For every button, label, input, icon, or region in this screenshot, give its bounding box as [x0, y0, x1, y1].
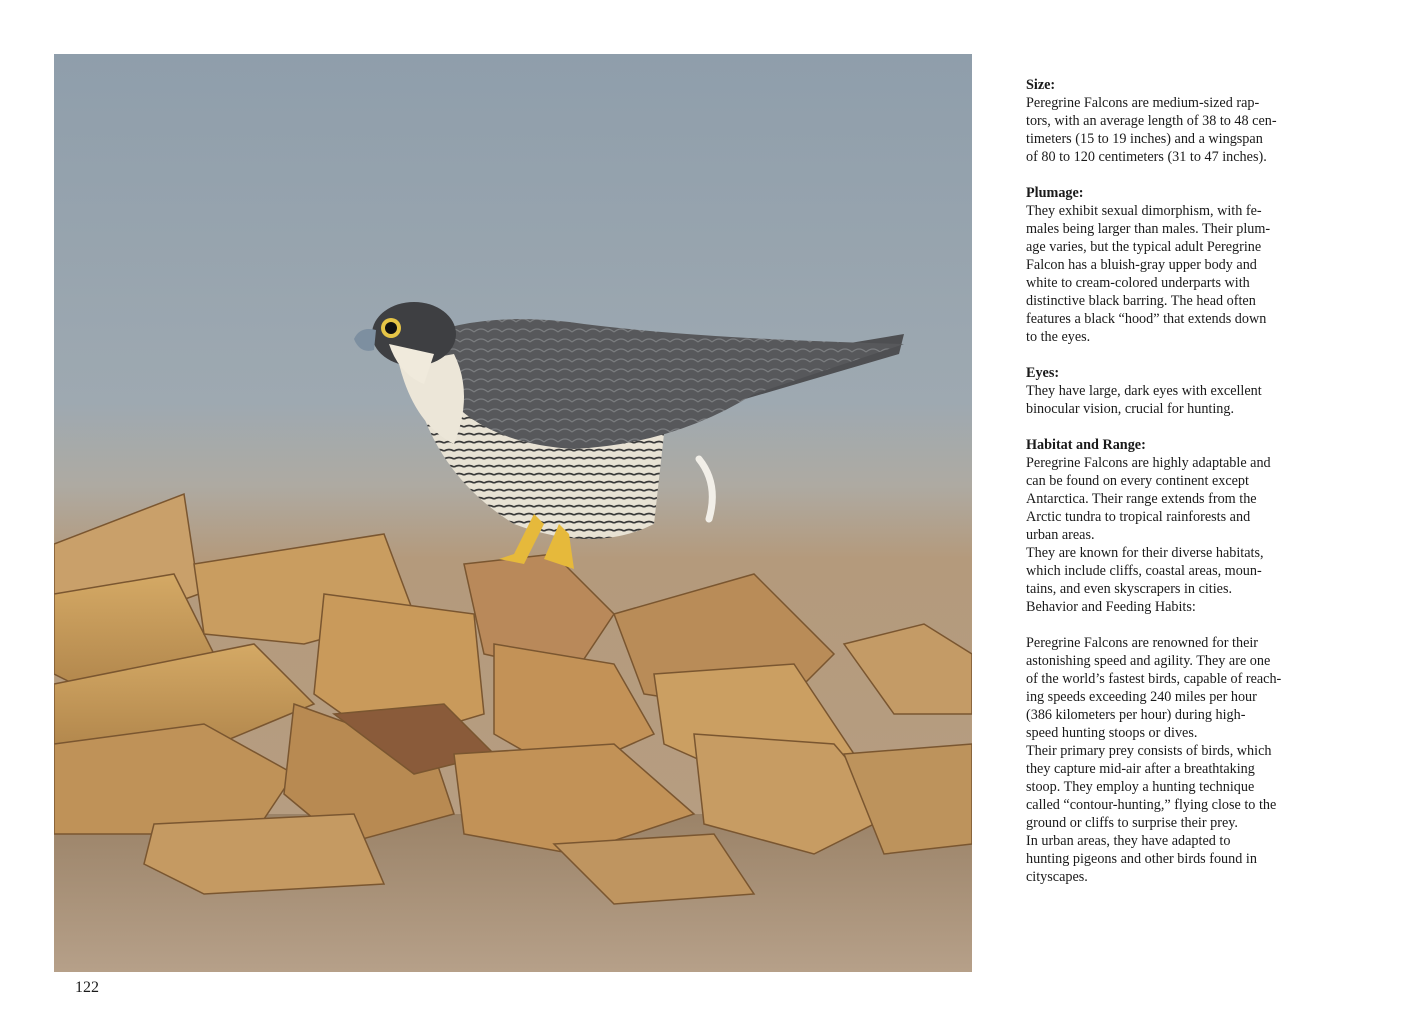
section-body: They exhibit sexual dimorphism, with fe- males being larger than males. Their plum- age varies, but the typical adult Peregrine Falcon has a bluish-gray upper body and white to cream-colored underparts with distinctive black barring. The head often features a black “hood” that extends down to the eyes. — [1026, 203, 1271, 345]
section-plumage — [1026, 184, 1306, 346]
peregrine-falcon-photo-icon — [54, 54, 972, 972]
section-eyes — [1026, 364, 1306, 418]
section-behavior — [1026, 634, 1306, 886]
section-size — [1026, 76, 1306, 166]
section-body: Peregrine Falcons are renowned for their astonishing speed and agility. They are one of the world’s fastest birds, capable of reach- ing speeds exceeding 240 miles per hour (386 kilometers per hour) during high- speed hunting stoops or dives. Their primary prey consists of birds, which they capture mid-air after a breathtaking stoop. They employ a hunting technique called “contour-hunting,” flying close to the ground or cliffs to surprise their prey. In urban areas, they have adapted to hunting pigeons and other birds found in cityscapes. — [1026, 635, 1282, 885]
section-heading: Eyes: — [1026, 365, 1060, 381]
section-body: Peregrine Falcons are highly adaptable and can be found on every continent except Antarctica. Their range extends from the Arctic tundra to tropical rainforests and urban areas. They are known for their diverse habitats, which include cliffs, coastal areas, moun- tains, and even skyscrapers in cities. Behavior and Feeding Habits: — [1026, 455, 1271, 615]
section-body: Peregrine Falcons are medium-sized rap- tors, with an average length of 38 to 48 cen- timeters (15 to 19 inches) and a wingspan of 80 to 120 centimeters (31 to 47 inches). — [1026, 95, 1277, 165]
section-body: They have large, dark eyes with excellent binocular vision, crucial for hunting. — [1026, 383, 1262, 417]
section-habitat — [1026, 436, 1306, 616]
section-heading: Plumage: — [1026, 185, 1084, 201]
falcon-photo — [54, 54, 972, 972]
section-heading: Size: — [1026, 77, 1056, 93]
page-number: 122 — [75, 979, 99, 996]
description-column — [1026, 76, 1306, 904]
section-heading: Habitat and Range: — [1026, 437, 1146, 453]
